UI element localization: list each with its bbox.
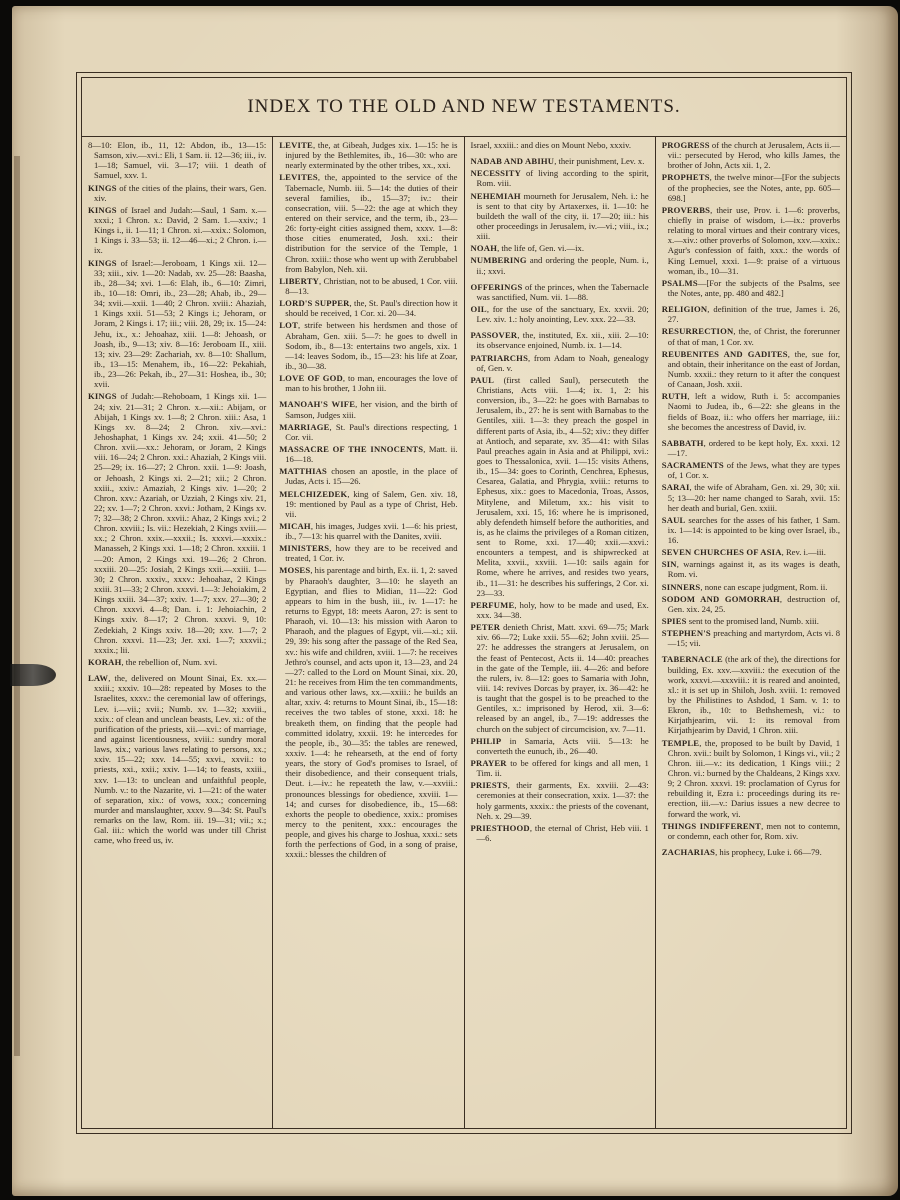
entry-text: , king of Salem, Gen. xiv. 18, 19: mentioned by Paul as a type of Christ, Heb. vii.: [285, 488, 458, 519]
entry-headword: PHILIP: [470, 735, 502, 746]
index-entry: [279, 320, 457, 371]
index-entry: [662, 821, 840, 841]
index-entry: [471, 780, 649, 821]
index-entry: [662, 582, 840, 592]
entry-headword: NEHEMIAH: [470, 190, 521, 201]
entry-headword: PAUL: [470, 374, 495, 385]
entry-text: , men not to contemn, or condemn, each other for, Rom. xiv.: [667, 820, 840, 841]
entry-text: sent to the promised land, Numb. xiii.: [686, 616, 819, 627]
entry-text: mourneth for Jerusalem, Neh. i.: he is sent to that city by Artaxerxes, ii. 1—10: he buildeth the wall of the city, ii. 17—20; iii.: his other proceedings in Jerusalem, iv.—vi.; viii., ix.; xiii.: [476, 190, 649, 242]
index-column-1: [82, 136, 273, 1128]
index-entry: [662, 594, 840, 614]
entry-headword: KINGS: [88, 204, 117, 215]
entry-headword: TEMPLE: [661, 737, 700, 748]
index-entry: [279, 373, 457, 393]
index-entry: [279, 521, 457, 541]
entry-text: to be offered for kings and all men, 1 Tim. ii.: [476, 758, 649, 779]
entry-headword: NECESSITY: [470, 168, 522, 179]
entry-text: , Rev. i.—iii.: [781, 547, 826, 558]
index-entry: [88, 657, 266, 667]
entry-headword: SARAI: [661, 482, 690, 493]
entry-text: (first called Saul), persecuteth the Christians, Acts viii. 1—4; ix. 1, 2: his conversion, ib., 3—22: he goes with Barnabas to Jerusalem, ib., 27: he is sent with Barnabas to the Gentiles, xiii. 1—3: they preach the gospel in different parts of Asia, ib., 4—52; xiv.: they differ at Antioch, and separate, xv. 35—41: with Silas Paul preaches again in Asia and at Philippi, xvi.: goes to Thessalonica, xvii. 1—15: visits Athens, ib., 15—34: goes to Corinth, Cenchrea, Ephesus, Cesarea, Galatia, and Phrygia, xviii.: returns to Ephesus, xix.: goes to Macedonia, Troas, Assos, Mitylene, and Miletum, xx.: his visit to Jerusalem, xxi. 15, 16: where he is imprisoned, ably defendeth himself before the authorities, and is, as he claims the privileges of a Roman citizen, sent to Rome, xxi. 17—40; xxii.—xxvi.: encounters a tempest, and is shipwrecked at Melita, xxvii., xxviii. 1—10: sails again for Rome, where he arrives, and resides two years, ib., 11—31: he describes his sufferings, 2 Cor. xi. 23—33.: [476, 374, 649, 598]
entry-text: , Matt. ii. 16—18.: [285, 443, 458, 465]
index-entry: [662, 847, 840, 857]
index-entry: [662, 326, 840, 346]
entry-text: , the, sue for, and obtain, their inheritance on the east of Jordan, Numb. xxxii.: they return to it after the conquest of Canaan, Josh. xxii.: [667, 348, 840, 390]
entry-headword: SAUL: [661, 514, 686, 525]
ribbon-bookmark: [10, 664, 56, 686]
entry-text: 8—10: Elon, ib., 11, 12: Abdon, ib., 13—15: Samson, xiv.—xvi.: Eli, 1 Sam. ii. 12—36; iii., iv. 1—18; Samuel, vii. 3—17; viii. 1 death of Samuel, xxv. 1.: [88, 140, 267, 181]
index-entry: [662, 349, 840, 390]
index-entry: [279, 422, 457, 442]
entry-text: preaching and martyrdom, Acts vi. 8—15; vii.: [667, 628, 840, 649]
index-column-3: [465, 136, 656, 1128]
entry-text: and ordering the people, Num. i., ii.; xxvi.: [476, 255, 649, 276]
index-entry: [88, 673, 266, 845]
entry-headword: MASSACRE OF THE INNOCENTS: [279, 443, 424, 454]
entry-headword: LAW: [88, 673, 109, 684]
index-entry: [471, 736, 649, 756]
index-entry: [662, 738, 840, 819]
entry-text: , to man, encourages the love of man to his brother, 1 John iii.: [285, 373, 458, 394]
entry-text: , the, St. Paul's direction how it should be received, 1 Cor. xi. 20—34.: [285, 298, 458, 319]
index-entry: [471, 622, 649, 734]
entry-text: of the cities of the plains, their wars, Gen. xiv.: [94, 182, 267, 203]
entry-text: , the, of Christ, the forerunner of that of man, 1 Cor. xv.: [667, 326, 840, 347]
index-frame: [76, 72, 852, 1134]
entry-headword: THINGS INDIFFERENT: [661, 820, 762, 831]
index-entry: [471, 758, 649, 778]
index-entry: [279, 140, 457, 170]
entry-headword: NADAB AND ABIHU: [470, 156, 555, 167]
index-entry: [471, 243, 649, 253]
index-entry: [471, 140, 649, 150]
entry-text: , his images, Judges xvii. 1—6: his priest, ib., 7—13: his quarrel with the Danites, xviii.: [285, 520, 458, 542]
entry-headword: OIL: [470, 303, 487, 314]
index-entry: [662, 438, 840, 458]
entry-text: in Samaria, Acts viii. 5—13: he converteth the eunuch, ib., 26—40.: [476, 735, 649, 756]
entry-headword: SIN: [661, 559, 677, 570]
entry-text: denieth Christ, Matt. xxvi. 69—75; Mark xiv. 66—72; Luke xxii. 55—62; John xviii. 25—27: he addresses the strangers at Jerusalem, on the feast of Pentecost, Acts ii. 14—40: preaches in the gate of the Temple, iii. 4—26: and before the rulers, iv. 8—12: goes to Samaria with John, viii. 14: revives Dorcas by prayer, ix. 36—42: he is taught that the gospel is to be preached to the Gentiles, x.: imprisoned by Herod, xii. 3—6: released by an angel, ib., 7—19: addresses the church on the subject of circumcision, xv. 7—11.: [476, 622, 649, 734]
index-entry: [662, 304, 840, 324]
entry-text: Israel, xxxiii.: and dies on Mount Nebo, xxxiv.: [470, 140, 632, 150]
entry-text: , for the use of the sanctuary, Ex. xxvii. 20; Lev. xiv. 1.: holy anointing, Lev. xxx. 22—33.: [476, 303, 649, 325]
entry-headword: PRIESTS: [470, 780, 508, 791]
page-edge-shadow: [14, 156, 20, 1056]
entry-text: (the ark of the), the directions for building, Ex. xxv.—xxviii.: the execution of the work, xxxvi.—xxxviii.: it is reared and anointed, xl.: it is set up in Shiloh, Josh. xviii. 1: removed by the Philistines to Ashdod, 1 Sam. v. 1: to Ekron, ib., 10: to Bethshemesh, vi.: to Kirjathjearim, vii. 1: its removal from Kirjathjearim by David, 1 Chron. xiii.: [667, 654, 840, 736]
index-entry: [471, 353, 649, 373]
index-entry: [662, 482, 840, 512]
entry-headword: STEPHEN'S: [661, 628, 711, 639]
entry-headword: KORAH: [88, 657, 122, 668]
entry-text: , the, delivered on Mount Sinai, Ex. xx.—xxiii.; xxxiv. 10—28: repeated by Moses to the Israelites, xxxv.: the ceremonial law of offerings, Lev. i.—vii.; xvii.; Numb. xv. 1—32; xxviii., xxix.: of clean and unclean beasts, Lev. xi.: of the purification of the priests, xii.—xvi.: of marriage, and against licentiousness, xviii.: sundry moral laws, xix.; various laws relating to persons, xx.; xxiv. 15—22; xxv. 14—55; xxvi., xxvii.: to priests, xxi., xxii.; xxiv. 1—14; to feasts, xxiii., xxv. 1—13: to unclean and unfaithful people, Numb. v.: to the Nazarite, vi. 1—21: of the water of separation, xix.: of vows, xxx.; concerning murder and manslaughter, xxxv. 9—34: St. Paul's remarks on the law, Rom. iii. 19—31; vii.; x.; Gal. iii.: which the world was under till Christ came, who freed us, iv.: [94, 673, 267, 846]
entry-headword: PROGRESS: [661, 140, 710, 150]
entry-headword: SEVEN CHURCHES OF ASIA: [661, 547, 782, 558]
entry-text: , definition of the true, James i. 26, 27.: [667, 304, 840, 325]
entry-text: , ordered to be kept holy, Ex. xxxi. 12—17.: [667, 437, 840, 458]
entry-headword: PRIESTHOOD: [470, 822, 530, 833]
entry-text: of the princes, when the Tabernacle was sanctified, Num. vii. 1—88.: [476, 281, 649, 302]
entry-text: , the life of, Gen. vi.—ix.: [497, 243, 584, 254]
entry-text: of the church at Jerusalem, Acts ii.—vii.: persecuted by Herod, who kills James, the brother of John, Acts xii. 1, 2.: [667, 140, 840, 171]
entry-headword: MOSES: [279, 565, 311, 576]
entry-text: of Judah:—Rehoboam, 1 Kings xii. 1—24; xiv. 21—31; 2 Chron. x.—xii.: Abijam, or Abijah, 1 Kings xv. 1—8; 2 Chron. xiii.: Asa, 1 Kings xv. 8—24; 2 Chron. xiv.—xvi.: Jehoshaphat, 1 Kings xv. 24; xxii. 41—50; 2 Chron. xvii.—xx.: Jehoram, or Joram, 2 Kings viii. 16—24; 2 Chron. xxi.: Ahaziah, 2 Kings viii. 25—29; ix. 16—27; 2 Chron. xxii. 1—9: Joash, or Jehoash, 2 Kings xi. 2—21; xii.; 2 Chron. xxiii., xxiv.: Amaziah, 2 Kings xiv. 1—20; 2 Chron. xxv.: Azariah, or Uzziah, 2 Kings xiv. 21, 22; xv. 1—7; 2 Chron. xxvi.: Jotham, 2 Kings xv. 7; 32—38; 2 Chron. xxvii.: Ahaz, 2 Kings xvi.; 2 Chron. xxviii.; Is. vii.: Hezekiah, 2 Kings xviii.—xx.; 2 Chron. xxix.—xxxii.; Is. xxxvi.—xxxix.: Manasseh, 2 Kings xxi. 1—18; 2 Chron. xxxiii. 1—20: Amon, 2 Kings xxi. 19—26; 2 Chron. xxxiii. 20—25: Josiah, 2 Kings xxii.—xxiii. 1—30; 2 Chron. xxxiv., xxxv.: Jehoahaz, 2 Kings xxiii. 31—33; 2 Chron. xxxvi. 1—3: Jehoiakim, 2 Kings xxiii. 34—37; xxiv. 1—7; xxv. 27—30; 2 Chron. xxxvi. 4—8; Dan. i. 1: Jehoiachin, 2 Kings xxiv. 8—17; 2 Chron. xxxvi. 9, 10: Zedekiah, 2 Kings xxiv. 18—20; xxv. 1—7; 2 Chron. xxxvi. 11—23; Jer. xxi. 1—7; xxxvii.; xxxix.; lii.: [94, 391, 267, 655]
entry-headword: RUTH: [661, 391, 688, 402]
entry-headword: LOT: [279, 320, 298, 331]
entry-text: , warnings against it, as its wages is death, Rom. vi.: [667, 559, 840, 580]
entry-headword: SINNERS: [661, 581, 701, 592]
entry-text: , the, appointed to the service of the Tabernacle, Numb. iii. 5—14: the duties of their several families, ib., 15—37; iv.: their consecration, viii. 5—22: the age at which they entered on their service, and the term, ib., 23—26: forty-eight cities assigned them, xxxv. 1—8: those cities enumerated, Josh. xxi.: their distribution for the service of the Temple, 1 Chron. xxiii.: those who went up with Zerubbabel from Babylon, Neh. xii.: [285, 172, 458, 274]
entry-headword: PRAYER: [470, 758, 507, 769]
entry-headword: KINGS: [88, 182, 117, 193]
index-entry: [88, 258, 266, 390]
index-entry: [88, 140, 266, 181]
index-entry: [279, 276, 457, 296]
entry-headword: TABERNACLE: [661, 654, 723, 665]
entry-headword: SABBATH: [661, 437, 704, 448]
index-entry: [471, 330, 649, 350]
entry-text: of the Jews, what they are types of, 1 Cor. x.: [667, 460, 840, 481]
entry-headword: LEVITE: [279, 140, 313, 150]
index-entry: [471, 375, 649, 598]
entry-text: , left a widow, Ruth i. 5: accompanies Naomi to Judea, ib., 6—22: she gleans in the fields of Boaz, ii.: who offers her marriage, iii.: she becomes the ancestress of David, iv.: [667, 391, 840, 432]
entry-text: , their garments, Ex. xxviii. 2—43: ceremonies at their consecration, xxix. 1—37: the holy garments, xxxix.: the priests of the covenant, Neh. x. 29—39.: [476, 780, 649, 821]
index-entry: [279, 298, 457, 318]
entry-text: , holy, how to be made and used, Ex. xxx. 34—38.: [476, 599, 649, 621]
entry-headword: NUMBERING: [470, 255, 527, 266]
index-entry: [279, 543, 457, 563]
entry-text: , his prophecy, Luke i. 66—79.: [715, 847, 822, 857]
entry-headword: SACRAMENTS: [661, 460, 724, 471]
index-entry: [662, 278, 840, 298]
index-frame-inner: [81, 77, 847, 1129]
entry-headword: KINGS: [88, 391, 117, 402]
entry-text: of Israel:—Jeroboam, 1 Kings xii. 12—33; xiii., xiv. 1—20: Nadab, xv. 25—28: Baasha, ib., 28—34; xvi. 1—6: Elah, ib., 6—10: Zimri, ib., 10—18: Omri, ib., 23—28; Ahab, ib., 29—34; xvii.—xxii. 1—40; 2 Chron. xviii.: Ahaziah, 1 Kings xxii. 51—53; 2 Kings i.; Jehoram, or Joram, 2 Kings i. 17; iii.; viii. 28, 29; ix. 15—24: Jehu, ix., x.: Jehoahaz, xiii. 1—8: Jehoash, or Joash, ib., 9—13; xiv. 8—16: Jeroboam II., xiii. 13; xiv. 23—29: Zachariah, xv. 8—10: Shallum, ib., 13—15: Menahem, ib., 16—22: Pekahiah, ib., 23—26: Pekah, ib., 27—31: Hoshea, ib., 30; xvii.: [94, 257, 267, 390]
entry-text: searches for the asses of his father, 1 Sam. ix. 1—14: is appointed to be king over Israel, ib., 16.: [667, 514, 840, 546]
entry-text: , how they are to be received and treated, 1 Cor. iv.: [285, 543, 458, 564]
entry-text: , his parentage and birth, Ex. ii. 1, 2: saved by Pharaoh's daughter, 3—10: he slayeth an Egyptian, and flies to Midian, 11—22: God appears to him in the bush, iii., iv. 1—17: he returns to Egypt, 18: meets Aaron, 27: is sent to Pharaoh, vi. 10—13: his mission with Aaron to Pharaoh, and the plagues of Egypt, vii.—xi.; xii. 29, 39: his song after the passage of the Red Sea, xv.: his wife and children, xviii. 1—7: he receives Jethro's counsel, and acts upon it, 13—23, and 24—27: called to the Lord on Mount Sinai, xix. 20, 21: he receives from Him the ten commandments, and various other laws, xx.—xxiii.: he builds an altar, xxiv. 4: returns to Mount Sinai, ib., 15—18: receives the two tables of stone, xxxi. 18: he breaketh them, on finding that the people had committed idolatry, xxxii. 19: he intercedes for the people, ib., 30—35: the tables are renewed, xxxiv. 1—4: he rehearseth, at the end of forty years, the story of God's promises to Israel, of their disobedience, and their consequent trials, Deut. i.—iv.: he repeateth the law, v.—xxviii.: pronounces blessings for obedience, xxviii. 1—14; and curses for disobedience, ib., 15—68: exhorts the people to obedience, xxix.: promises mercy to the penitent, xxx.: encourages the people, and gives his charge to Joshua, xxxi.: sets forth the perfections of God, in a song of praise, xxxii.: blesses the children of: [285, 565, 458, 860]
index-entry: [662, 205, 840, 276]
entry-headword: NOAH: [470, 243, 498, 254]
entry-headword: SPIES: [661, 616, 687, 627]
entry-headword: PROPHETS: [661, 172, 710, 183]
index-entry: [279, 172, 457, 273]
index-entry: [662, 547, 840, 557]
entry-headword: REUBENITES AND GADITES: [661, 348, 788, 359]
index-entry: [471, 191, 649, 242]
entry-headword: RELIGION: [661, 304, 708, 315]
index-entry: [88, 391, 266, 655]
index-entry: [88, 183, 266, 203]
index-column-2: [273, 136, 464, 1128]
entry-headword: OFFERINGS: [470, 281, 523, 292]
entry-headword: MINISTERS: [279, 543, 330, 554]
entry-headword: LEVITES: [279, 172, 318, 183]
index-entry: [662, 628, 840, 648]
entry-text: , the eternal of Christ, Heb viii. 1—6.: [476, 822, 649, 843]
index-entry: [662, 559, 840, 579]
index-entry: [279, 565, 457, 859]
entry-headword: PROVERBS: [661, 204, 711, 215]
entry-text: , her vision, and the birth of Samson, Judges xiii.: [285, 399, 458, 420]
index-entry: [662, 616, 840, 626]
index-entry: [662, 391, 840, 432]
entry-headword: SODOM AND GOMORRAH: [661, 593, 780, 604]
entry-headword: MATTHIAS: [279, 466, 328, 477]
entry-text: , destruction of, Gen. xix. 24, 25.: [667, 593, 840, 614]
entry-headword: MANOAH'S WIFE: [279, 399, 356, 410]
entry-text: , the wife of Abraham, Gen. xi. 29, 30; xii. 5; 13—20: her name changed to Sarah, xvii. 15: her death and burial, Gen. xxiii.: [667, 482, 840, 513]
entry-headword: LOVE OF GOD: [279, 373, 343, 384]
entry-headword: PASSOVER: [470, 330, 518, 341]
entry-headword: MARRIAGE: [279, 421, 330, 432]
index-entry: [279, 466, 457, 486]
index-column-4: [656, 136, 846, 1128]
entry-text: , the, instituted, Ex. xii., xiii. 2—10: its observance enjoined, Numb. ix. 1—14.: [476, 330, 649, 351]
index-entry: [279, 399, 457, 419]
entry-text: , St. Paul's directions respecting, 1 Cor. vii.: [285, 421, 458, 442]
entry-text: , the, at Gibeah, Judges xix. 1—15: he is injured by the Bethlemites, ib., 16—30: who are nearly exterminated by the other tribes, xx., xxi.: [285, 140, 458, 171]
index-entry: [471, 168, 649, 188]
index-entry: [471, 156, 649, 166]
index-columns: [82, 136, 846, 1128]
entry-text: , the, proposed to be built by David, 1 Chron. xvii.: built by Solomon, 1 Kings vi., vii.; 2 Chron. iii.—v.: its dedication, 1 Kings viii.; 2 Chron. vi.: burned by the Chaldeans, 2 Kings xxv. 9; 2 Chron. xxxvi. 19: proclamation of Cyrus for rebuilding it, Ezra i.: proceedings during its re-erection, iii.—v.: Darius issues a new decree to forward the work, vi.: [667, 737, 841, 819]
index-entry: [662, 140, 840, 170]
index-entry: [662, 515, 840, 545]
index-entry: [279, 444, 457, 464]
entry-headword: KINGS: [88, 257, 117, 268]
page-header: [82, 78, 846, 137]
entry-headword: PATRIARCHS: [470, 352, 529, 363]
entry-text: chosen an apostle, in the place of Judas, Acts i. 15—26.: [285, 466, 458, 487]
entry-text: of Israel and Judah:—Saul, 1 Sam. x.—xxxi.; 1 Chron. x.: David, 2 Sam. 1.—xxiv.; 1 Kings i., ii. 1—11; 1 Chron. xi.—xxix.: Solomon, 1 Kings i. 33—53; ii. 12—46—xi.; 2 Chron. i.—ix.: [94, 204, 267, 256]
entry-text: , the twelve minor—[For the subjects of the prophecies, see the Notes, ante, pp. 605—698.]: [667, 172, 840, 203]
index-entry: [279, 489, 457, 519]
index-entry: [471, 823, 649, 843]
entry-text: , none can escape judgment, Rom. ii.: [700, 581, 828, 592]
index-entry: [471, 304, 649, 324]
entry-headword: LORD'S SUPPER: [279, 298, 350, 309]
book-page: [12, 6, 898, 1196]
entry-text: —[For the subjects of the Psalms, see the Notes, ante, pp. 480 and 482.]: [667, 277, 840, 298]
page-title: INDEX TO THE OLD AND NEW TESTAMENTS.: [247, 96, 681, 117]
index-entry: [88, 205, 266, 256]
entry-headword: PSALMS: [661, 277, 698, 288]
entry-headword: PETER: [470, 622, 501, 633]
entry-headword: LIBERTY: [279, 275, 320, 286]
index-entry: [662, 172, 840, 202]
index-entry: [471, 282, 649, 302]
entry-headword: ZACHARIAS: [661, 847, 716, 857]
index-entry: [662, 654, 840, 735]
entry-text: , the rebellion of, Num. xvi.: [121, 657, 218, 668]
entry-text: , their use, Prov. i. 1—6: proverbs, chiefly in praise of wisdom, i.—ix.: proverbs relating to moral virtues and their contrary vices, x.—xiv.: other proverbs of Solomon, xxv.—xxix.: Agur's confession of faith, xxx.: the words of King Lemuel, xxxi. 1—9: praise of a virtuous woman, ib., 10—31.: [667, 204, 840, 276]
entry-text: , from Adam to Noah, genealogy of, Gen. v.: [476, 352, 649, 373]
entry-headword: PERFUME: [470, 599, 515, 610]
entry-headword: RESURRECTION: [661, 326, 734, 337]
entry-text: , their punishment, Lev. x.: [554, 156, 645, 167]
index-entry: [662, 460, 840, 480]
entry-text: of living according to the spirit, Rom. viii.: [476, 168, 649, 189]
entry-text: , strife between his herdsmen and those of Abraham, Gen. xiii. 5—7: he goes to dwell in Sodom, ib., 8—13: entertains two angels, xix. 1—14: leaves Sodom, ib., 15—23: his life at Zoar, ib., 30—38.: [285, 320, 458, 371]
index-entry: [471, 600, 649, 620]
entry-text: , Christian, not to be abused, 1 Cor. viii. 8—13.: [285, 275, 458, 296]
index-entry: [471, 255, 649, 275]
entry-headword: MELCHIZEDEK: [279, 488, 348, 499]
entry-headword: MICAH: [279, 520, 311, 531]
